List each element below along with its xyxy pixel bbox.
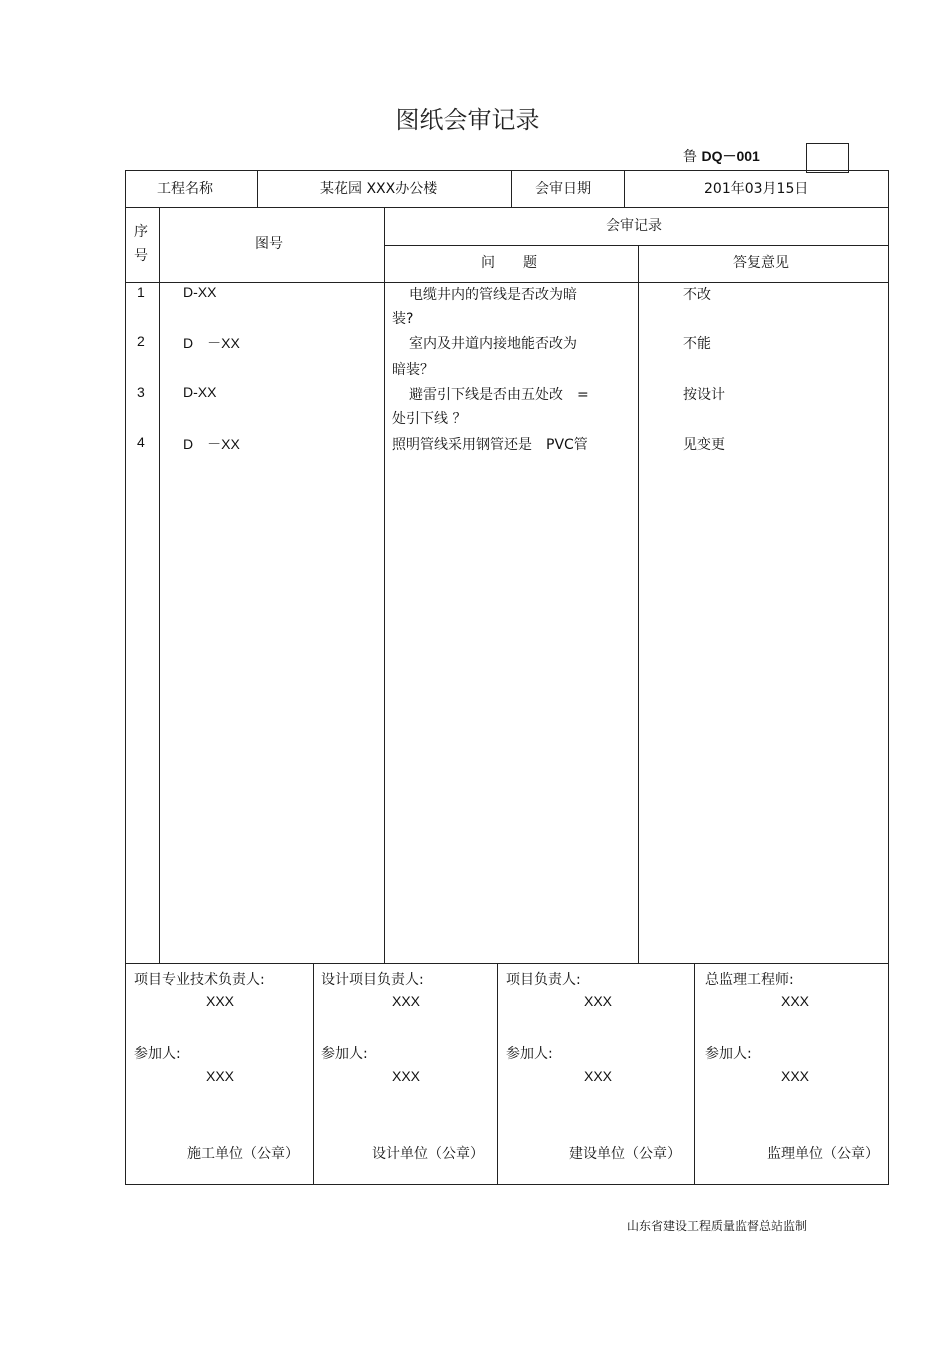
seq-header-line2: 号 <box>134 248 148 264</box>
sig-4-participant: XXX <box>781 1068 810 1084</box>
footer-issuer: 山东省建设工程质量监督总站监制 <box>627 1219 808 1233</box>
sig-1-participants-label: 参加人: <box>134 1046 181 1062</box>
header-sep-2 <box>511 171 512 207</box>
sig-2-name: XXX <box>392 993 421 1009</box>
sig-3-participants-label: 参加人: <box>506 1046 553 1062</box>
review-date-value: 201年03月15日 <box>704 181 809 197</box>
question-header: 问 题 <box>481 255 537 271</box>
header-sep-3 <box>624 171 625 207</box>
question-column-line <box>638 245 639 963</box>
row-1-question-line2: 装? <box>392 311 414 327</box>
sig-3-unit-seal: 建设单位（公章） <box>569 1146 681 1162</box>
form-code-box <box>806 143 849 173</box>
sig-1-role: 项目专业技术负责人: <box>134 972 265 988</box>
drawing-header: 图号 <box>255 236 283 252</box>
form-code-number: DQ－001 <box>701 148 760 164</box>
sig-2-participants-label: 参加人: <box>321 1046 368 1062</box>
sig-sep-2 <box>497 963 498 1185</box>
sig-sep-1 <box>313 963 314 1185</box>
row-4-drawing: D －XX <box>183 436 240 452</box>
row-3-drawing: D-XX <box>183 384 217 400</box>
project-name-label: 工程名称 <box>157 181 213 197</box>
seq-column-line <box>159 207 160 963</box>
sig-1-unit-seal: 施工单位（公章） <box>187 1146 299 1162</box>
column-header-divider <box>126 282 889 283</box>
sig-4-participants-label: 参加人: <box>705 1046 752 1062</box>
row-2-question-line1: 室内及井道内接地能否改为 <box>409 336 577 352</box>
sig-3-name: XXX <box>584 993 613 1009</box>
sig-4-name: XXX <box>781 993 810 1009</box>
row-2-question-line2: 暗装？ <box>392 362 434 378</box>
row-3-seq: 3 <box>137 384 145 400</box>
row-4-question-line1: 照明管线采用钢管还是 PVC管 <box>392 437 588 453</box>
record-divider <box>384 245 889 246</box>
sig-sep-3 <box>694 963 695 1185</box>
sig-1-name: XXX <box>206 993 235 1009</box>
sig-3-role: 项目负责人: <box>506 972 581 988</box>
seq-header-line1: 序 <box>134 224 148 240</box>
signature-divider <box>126 963 889 964</box>
review-table <box>125 170 889 1185</box>
header-sep-1 <box>257 171 258 207</box>
sig-4-unit-seal: 监理单位（公章） <box>767 1146 879 1162</box>
row-1-drawing: D-XX <box>183 284 217 300</box>
reply-header: 答复意见 <box>733 255 789 271</box>
sig-2-participant: XXX <box>392 1068 421 1084</box>
row-1-seq: 1 <box>137 284 145 300</box>
drawing-column-line <box>384 207 385 963</box>
row-3-question-line2: 处引下线 ？ <box>392 411 467 427</box>
review-date-label: 会审日期 <box>535 181 591 197</box>
sig-1-participant: XXX <box>206 1068 235 1084</box>
row-4-seq: 4 <box>137 434 145 450</box>
row-2-reply: 不能 <box>683 336 711 352</box>
project-name-value: 某花园 XXX办公楼 <box>320 181 438 197</box>
row-1-question-line1: 电缆井内的管线是否改为暗 <box>409 287 577 303</box>
form-code-prefix: 鲁 <box>683 149 697 165</box>
row-3-reply: 按设计 <box>683 387 725 403</box>
review-record-header: 会审记录 <box>606 218 662 234</box>
form-code <box>683 146 760 166</box>
sig-3-participant: XXX <box>584 1068 613 1084</box>
row-4-reply: 见变更 <box>683 437 725 453</box>
row-2-seq: 2 <box>137 333 145 349</box>
row-1-reply: 不改 <box>683 287 711 303</box>
sig-2-unit-seal: 设计单位（公章） <box>372 1146 484 1162</box>
row-3-question-line1: 避雷引下线是否由五处改 = <box>409 387 589 403</box>
header-divider <box>126 207 889 208</box>
page-title: 图纸会审记录 <box>395 106 540 134</box>
row-2-drawing: D －XX <box>183 335 240 351</box>
sig-4-role: 总监理工程师: <box>705 972 794 988</box>
sig-2-role: 设计项目负责人: <box>321 972 424 988</box>
